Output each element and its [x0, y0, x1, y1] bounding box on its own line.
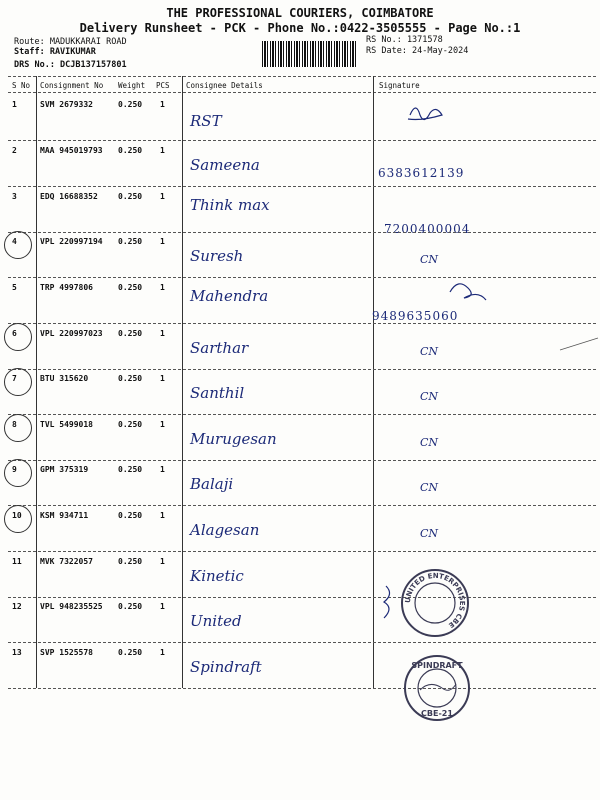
row-signature: CN — [420, 481, 439, 494]
row-consignee: RST — [190, 112, 222, 130]
page-title: THE PROFESSIONAL COURIERS, COIMBATORE — [166, 6, 434, 20]
row-phone: 6383612139 — [378, 166, 465, 180]
row-pcs: 1 — [160, 602, 165, 611]
pen-stroke — [560, 338, 598, 350]
col-header-weight: Weight — [118, 81, 146, 90]
row-weight: 0.250 — [118, 648, 143, 657]
row-weight: 0.250 — [118, 511, 143, 520]
row-pcs: 1 — [160, 283, 165, 292]
row-pcs: 1 — [160, 465, 165, 474]
signature-scribble — [450, 284, 486, 300]
row-pcs: 1 — [160, 511, 165, 520]
row-phone: 9489635060 — [372, 309, 459, 323]
row-sno: 2 — [12, 146, 17, 155]
col-header-pcs: PCS — [156, 81, 170, 90]
row-sno: 4 — [12, 237, 17, 246]
united-stamp — [402, 570, 468, 636]
row-pcs: 1 — [160, 237, 165, 246]
row-consignee: Kinetic — [190, 567, 244, 585]
row-signature: CN — [420, 345, 439, 358]
row-sno: 13 — [12, 648, 22, 657]
row-weight: 0.250 — [118, 557, 143, 566]
row-consignee: Sameena — [190, 156, 260, 174]
row-consignment: BTU 315620 — [40, 374, 89, 383]
col-header-consignee: Consignee Details — [186, 81, 263, 90]
stamp1-text: UNITED ENTERPRISES CBE — [403, 571, 467, 630]
row-consignment: TVL 5499018 — [40, 420, 93, 429]
row-weight: 0.250 — [118, 192, 143, 201]
row-signature: CN — [420, 527, 439, 540]
row-weight: 0.250 — [118, 100, 143, 109]
row-pcs: 1 — [160, 329, 165, 338]
rs-number: RS No.: 1371578 — [366, 35, 443, 45]
row-consignment: TRP 4997806 — [40, 283, 93, 292]
row-pcs: 1 — [160, 420, 165, 429]
staff-label: Staff: RAVIKUMAR — [14, 47, 96, 57]
route-label: Route: MADUKKARAI ROAD — [14, 37, 127, 47]
row-consignee: Alagesan — [190, 521, 260, 539]
row-weight: 0.250 — [118, 374, 143, 383]
row-consignee: Santhil — [190, 384, 245, 402]
row-pcs: 1 — [160, 146, 165, 155]
row-consignee: United — [190, 612, 242, 630]
row-sno: 11 — [12, 557, 22, 566]
row-weight: 0.250 — [118, 237, 143, 246]
row-consignment: VPL 948235525 — [40, 602, 103, 611]
row-pcs: 1 — [160, 374, 165, 383]
stamp2-top: SPINDRAFT — [411, 661, 463, 670]
row-phone: 7200400004 — [384, 222, 471, 236]
row-sno: 9 — [12, 465, 17, 474]
row-consignment: MVK 7322057 — [40, 557, 93, 566]
row-sno: 1 — [12, 100, 17, 109]
row-sno: 5 — [12, 283, 17, 292]
row-consignment: MAA 945019793 — [40, 146, 103, 155]
row-consignee: Spindraft — [190, 658, 262, 676]
row-sno: 3 — [12, 192, 17, 201]
row-pcs: 1 — [160, 100, 165, 109]
page-subtitle: Delivery Runsheet - PCK - Phone No.:0422-3505555 - Page No.:1 — [79, 21, 521, 35]
row-consignee: Suresh — [190, 247, 244, 265]
col-header-sno: S No — [12, 81, 31, 90]
row-pcs: 1 — [160, 557, 165, 566]
row-consignee: Sarthar — [190, 339, 249, 357]
col-header-signature: Signature — [379, 81, 420, 90]
row-signature: CN — [420, 253, 439, 266]
row-weight: 0.250 — [118, 283, 143, 292]
svg-text:UNITED ENTERPRISES CBE — [404, 572, 466, 629]
row-weight: 0.250 — [118, 602, 143, 611]
row-consignment: SVM 2679332 — [40, 100, 93, 109]
spindraft-stamp — [405, 656, 469, 720]
row-sno: 7 — [12, 374, 17, 383]
row-weight: 0.250 — [118, 420, 143, 429]
row-weight: 0.250 — [118, 329, 143, 338]
col-header-consignment: Consignment No — [40, 81, 104, 90]
row-consignment: SVP 1525578 — [40, 648, 93, 657]
row-pcs: 1 — [160, 648, 165, 657]
drs-number: DRS No.: DCJB137157801 — [14, 60, 127, 70]
row-sno: 12 — [12, 602, 22, 611]
row-consignment: KSM 934711 — [40, 511, 89, 520]
row-consignee: Mahendra — [190, 287, 269, 305]
row-consignee: Murugesan — [190, 430, 277, 448]
row-pcs: 1 — [160, 192, 165, 201]
row-signature: CN — [420, 436, 439, 449]
row-consignment: EDQ 16688352 — [40, 192, 98, 201]
stamp2-bottom: CBE-21 — [421, 709, 453, 718]
brace-mark — [384, 586, 390, 618]
row-consignment: VPL 220997194 — [40, 237, 103, 246]
row-signature: CN — [420, 390, 439, 403]
row-sno: 8 — [12, 420, 17, 429]
row-consignment: VPL 220997023 — [40, 329, 103, 338]
row-weight: 0.250 — [118, 465, 143, 474]
rs-date: RS Date: 24-May-2024 — [366, 46, 469, 56]
row-consignee: Think max — [190, 196, 270, 214]
row-consignee: Balaji — [190, 475, 234, 493]
row-weight: 0.250 — [118, 146, 143, 155]
signature-scribble — [408, 108, 442, 120]
row-sno: 10 — [12, 511, 22, 520]
row-consignment: GPM 375319 — [40, 465, 89, 474]
row-sno: 6 — [12, 329, 17, 338]
